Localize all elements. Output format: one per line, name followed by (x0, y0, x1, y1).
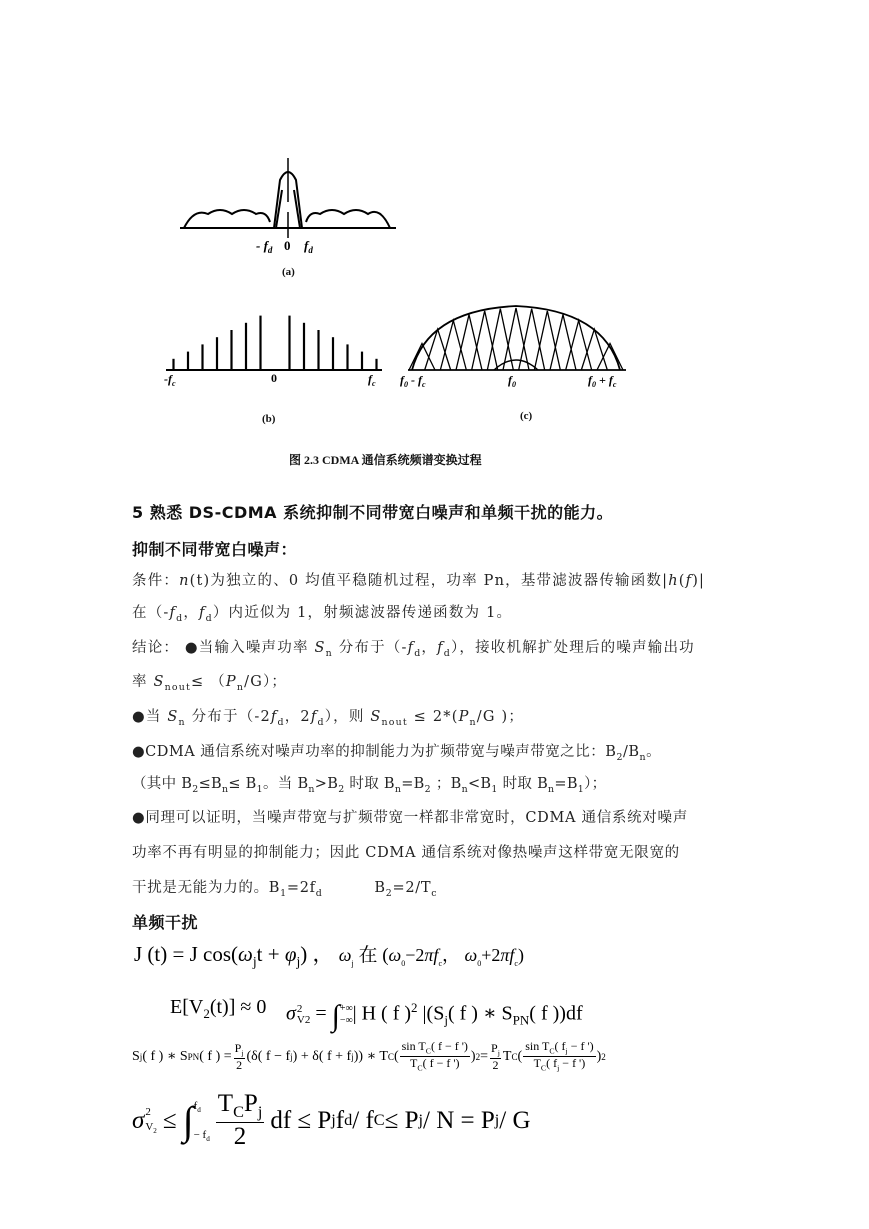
condition-line-2: 在（$-f_d$，$f_d$）内近似为 1，射频滤波器传递函数为 1。 (132, 605, 513, 624)
fig-b-label-neg-fc: $-f_c$ (164, 372, 176, 388)
fig-a-label-fd: $f_d$ (304, 238, 313, 255)
fig-c-sublabel: (c) (520, 410, 533, 422)
fig-b-label-fc: $f_c$ (368, 372, 376, 388)
equation-3: S j ( f ) ∗ S PN ( f ) = $\frac{P_j}{2}$ (δ( f − f j ) + δ( f + f j )) ∗ T C ( $\sin T_C$( f − f ') $T_C$( f − f ') ) 2 = $\frac{P_j}{2}$ T C ( $\sin T_C$( $f_j - f$ ') $T_C$( $f_j - f$ ') ) 2 (132, 1039, 606, 1073)
equation-1: J (t) = J $\cos(\omega_jt + \varphi_j)$ ， $\omega_j$ 在 ($\omega_0-2\pi f_c$， $\omega_0+2\pi f_c$) (134, 942, 524, 970)
subheading-white-noise: 抑制不同带宽白噪声： (132, 540, 298, 559)
figure-b (160, 300, 390, 390)
spectral-lobe (581, 329, 607, 370)
subheading-single-tone: 单频干扰 (132, 913, 199, 932)
fig-c-label-f0-minus-fc: $f_0 - f_c$ (400, 373, 426, 389)
fig-a-label-zero: 0 (284, 238, 291, 253)
condition-line-1: 条件：n(t)为独立的、0 均值平稳随机过程，功率 Pn，基带滤波器传输函数|h(f)| (132, 573, 706, 589)
fig-c-label-f0-plus-fc: $f_0 + f_c$ (588, 373, 617, 389)
fig-b-label-zero: 0 (271, 371, 277, 385)
fig-c-label-f0: $f_0$ (508, 373, 516, 389)
fig-b-sublabel: (b) (262, 413, 276, 425)
bullet-4-line-2: 功率不再有明显的抑制能力；因此 CDMA 通信系统对像热噪声这样带宽无限宽的 (132, 845, 680, 861)
bullet-4-line-1: ●同理可以证明，当噪声带宽与扩频带宽一样都非常宽时，CDMA 通信系统对噪声 (132, 810, 688, 826)
figure-caption: 图 2.3 CDMA 通信系统频谱变换过程 (289, 453, 482, 467)
conclusion-line-1: 结论： ●当输入噪声功率 $S_n$ 分布于（$-f_d$，$f_d$），接收机解扩处理后的噪声输出功 (132, 640, 695, 659)
bullet-3: ●CDMA 通信系统对噪声功率的抑制能力为扩频带宽与噪声带宽之比：$B_2/B_n$。 (132, 744, 662, 763)
equation-2b: σ 2 V2 = ∫ +∞ −∞ | H ( f )$^2$ $|(S_j$( f ) ∗ $S_{PN}$( f ))df (286, 999, 583, 1033)
equation-4: σ 2 $V_2$ ≤ ∫ $f_d$ − $f_d$ $T_CP_j$ 2 df ≤ P j f d / f C ≤ P j / N = P j / G (132, 1090, 531, 1150)
bullet-3-paren: （其中 $B_2\le B_n\le B_1$。当 $B_n>B_2$ 时取 $B_n=B_2$ ；$B_n<B_1$ 时取 $B_n=B_1$）； (132, 776, 607, 795)
figure-c (398, 300, 638, 392)
bullet-4-line-3: 干扰是无能为力的。$B_1=2f_d$ $B_2=2/T_c$ (132, 880, 438, 899)
fig-a-sublabel: (a) (282, 266, 295, 278)
equation-2a: $E[V_2(t)] \approx 0$ (170, 996, 267, 1021)
conclusion-line-2: 率 $S_{nout}\le (P_n/G)$； (132, 674, 288, 693)
fig-a-label-neg-fd: - $f_d$ (256, 238, 273, 255)
spectral-lobe (425, 329, 451, 370)
section-heading: 5 熟悉 DS-CDMA 系统抑制不同带宽白噪声和单频干扰的能力。 (132, 503, 614, 522)
bullet-2: ●当 $S_n$ 分布于（$-2f_d$，$2f_d$），则 $S_{nout} \le 2*(P_n/G$ )； (132, 709, 525, 728)
